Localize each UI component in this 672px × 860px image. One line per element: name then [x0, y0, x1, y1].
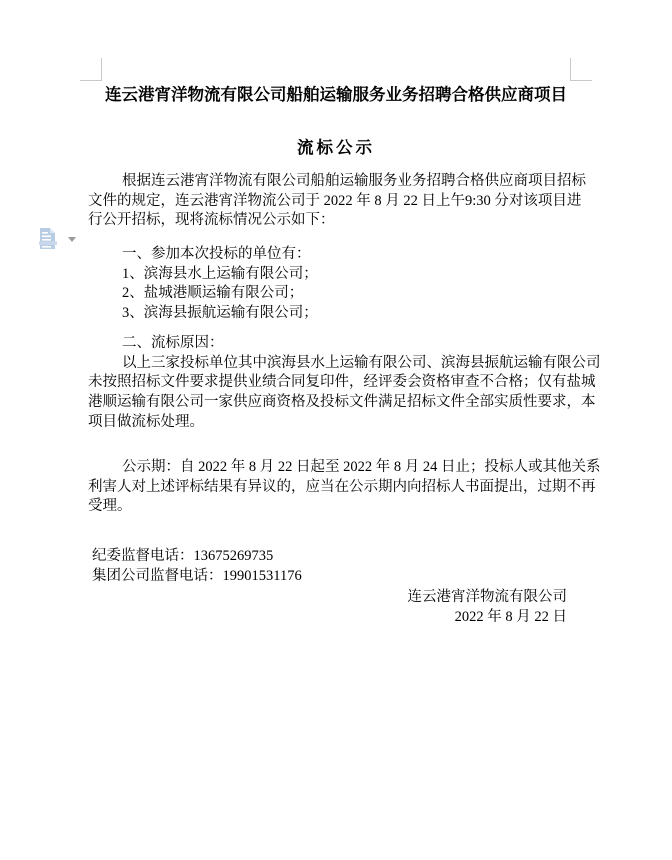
signature-date: 2022 年 8 月 22 日	[454, 608, 567, 625]
signature-block	[88, 588, 567, 627]
section-heading: 二、流标原因：	[122, 335, 224, 351]
failure-reason-section	[88, 334, 601, 433]
document-subtitle: 流标公示	[297, 138, 375, 157]
paragraph-line: 公示期：自 2022 年 8 月 22 日起至 2022 年 8 月 24 日止；投标人或其他关系	[122, 459, 601, 475]
text-boundary-mark-top-left	[80, 58, 102, 81]
chevron-down-icon[interactable]	[68, 237, 76, 242]
publicity-period-paragraph	[88, 458, 601, 517]
list-item: 1、滨海县水上运输有限公司；	[122, 265, 318, 282]
contact-phone-line: 纪委监督电话：13675269735	[92, 548, 274, 564]
paragraph-line: 项目做流标处理。	[88, 413, 204, 430]
list-item: 2、盐城港顺运输有限公司；	[122, 285, 304, 302]
signature-company: 连云港宵洋物流有限公司	[407, 589, 567, 605]
paragraph-line: 利害人对上述评标结果有异议的，应当在公示期内向招标人书面提出，过期不再	[88, 478, 596, 495]
paste-options-icon[interactable]	[39, 227, 58, 252]
paragraph-line: 受理。	[88, 498, 132, 515]
document-title: 连云港宵洋物流有限公司船舶运输服务业务招聘合格供应商项目	[105, 85, 567, 104]
supervision-contacts	[92, 547, 575, 586]
bidders-section	[88, 245, 575, 324]
paste-options-widget[interactable]	[39, 227, 81, 255]
paragraph-line: 行公开招标，现将流标情况公示如下：	[88, 212, 335, 229]
paragraph-line: 文件的规定，连云港宵洋物流公司于 2022 年 8 月 22 日上午9:30 分对该项目进	[88, 192, 582, 209]
intro-paragraph	[88, 172, 586, 231]
paragraph-line: 港顺运输有限公司一家供应商资格及投标文件满足招标文件全部实质性要求，本	[88, 394, 596, 411]
list-item: 3、滨海县振航运输有限公司；	[122, 305, 318, 322]
section-heading: 一、参加本次投标的单位有：	[122, 246, 311, 262]
paragraph-line: 未按照招标文件要求提供业绩合同复印件，经评委会资格审查不合格；仅有盐城	[88, 374, 596, 391]
paragraph-line: 以上三家投标单位其中滨海县水上运输有限公司、滨海县振航运输有限公司	[122, 354, 601, 371]
paragraph-line: 根据连云港宵洋物流有限公司船舶运输服务业务招聘合格供应商项目招标	[122, 173, 586, 189]
text-boundary-mark-top-right	[570, 58, 592, 81]
contact-phone-line: 集团公司监督电话：19901531176	[92, 567, 302, 584]
